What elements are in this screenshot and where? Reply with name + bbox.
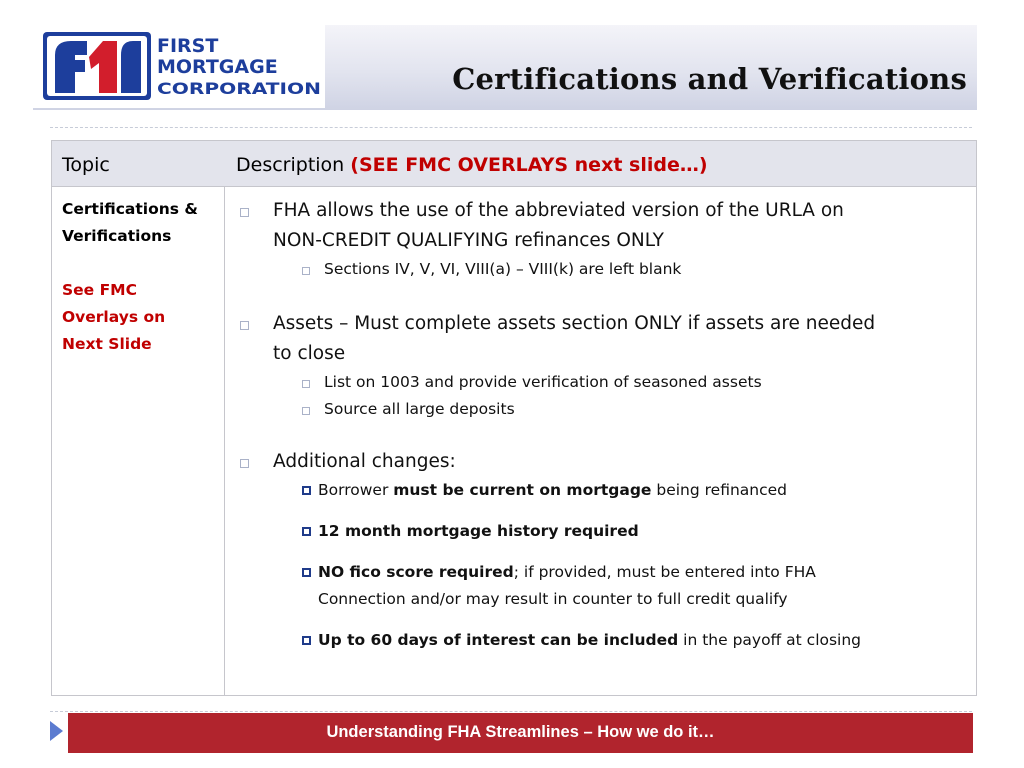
blue-square-bullet-icon: [302, 568, 311, 577]
bullet-text-line: Additional changes:: [273, 451, 456, 472]
change-12-month-history: [236, 518, 966, 545]
blue-square-bullet-icon: [302, 486, 311, 495]
bullet-assets: [236, 309, 966, 369]
hollow-square-bullet-icon: [240, 321, 249, 330]
hollow-square-bullet-icon: [302, 380, 310, 388]
header-divider: [50, 127, 972, 128]
change-text-pre: Borrower: [318, 481, 394, 499]
change-60-days-interest: [236, 627, 966, 654]
change-no-fico: [236, 559, 966, 613]
bullet-text-line: Assets – Must complete assets section ONLY if assets are needed: [273, 313, 876, 334]
play-arrow-icon: [50, 721, 63, 741]
topic-name-line: Certifications &: [62, 200, 198, 218]
column-header-description: [236, 154, 708, 176]
content-table: [51, 140, 977, 696]
logo-text-mortgage: MORTGAGE: [157, 56, 278, 78]
bullet-text-line: to close: [273, 343, 346, 364]
footer-bar: Understanding FHA Streamlines – How we do it…: [68, 713, 973, 753]
topic-note-line: See FMC: [62, 281, 137, 299]
column-header-description-label: Description: [236, 154, 345, 176]
column-divider: [224, 141, 225, 695]
logo-text-corporation: CORPORATION: [157, 79, 321, 98]
change-text-line2: Connection and/or may result in counter to full credit qualify: [318, 590, 788, 608]
topic-overlay-note: [62, 277, 220, 358]
hollow-square-bullet-icon: [302, 407, 310, 415]
company-logo: [33, 25, 325, 108]
table-header-row: [52, 141, 976, 187]
topic-note-line: Overlays on: [62, 308, 166, 326]
column-header-topic: Topic: [62, 154, 110, 176]
logo-text-first: FIRST: [157, 35, 219, 57]
sub-bullet-list-1003: [236, 369, 966, 396]
logo-graphic: [41, 29, 325, 105]
bullet-text-line: NON-CREDIT QUALIFYING refinances ONLY: [273, 230, 664, 251]
hollow-square-bullet-icon: [240, 208, 249, 217]
sub-bullet-text: Source all large deposits: [324, 400, 515, 418]
change-text-post: ; if provided, must be entered into FHA: [513, 563, 816, 581]
change-text-bold: must be current on mortgage: [393, 481, 652, 499]
change-text-bold: Up to 60 days of interest can be included: [318, 631, 679, 649]
sub-bullet-sections: [236, 256, 966, 283]
footer-divider: [50, 711, 972, 712]
hollow-square-bullet-icon: [302, 267, 310, 275]
topic-name: [62, 196, 220, 250]
change-text-bold: NO fico score required: [318, 563, 514, 581]
bullet-urla: [236, 196, 966, 256]
bullet-text-line: FHA allows the use of the abbreviated version of the URLA on: [273, 200, 844, 221]
topic-note-line: Next Slide: [62, 335, 152, 353]
topic-cell: [62, 196, 220, 358]
topic-name-line: Verifications: [62, 227, 172, 245]
sub-bullet-text: List on 1003 and provide verification of seasoned assets: [324, 373, 762, 391]
bullet-additional-changes: [236, 447, 966, 477]
page-title: Certifications and Verifications: [452, 62, 967, 96]
sub-bullet-text: Sections IV, V, VI, VIII(a) – VIII(k) are left blank: [324, 260, 682, 278]
change-text-bold: 12 month mortgage history required: [318, 522, 639, 540]
blue-square-bullet-icon: [302, 636, 311, 645]
description-cell: [236, 196, 966, 654]
change-text-post: being refinanced: [651, 481, 788, 499]
change-current-on-mortgage: [236, 477, 966, 504]
blue-square-bullet-icon: [302, 527, 311, 536]
hollow-square-bullet-icon: [240, 459, 249, 468]
sub-bullet-large-deposits: [236, 396, 966, 423]
overlay-note: (SEE FMC OVERLAYS next slide…): [350, 154, 708, 176]
change-text-post: in the payoff at closing: [678, 631, 862, 649]
